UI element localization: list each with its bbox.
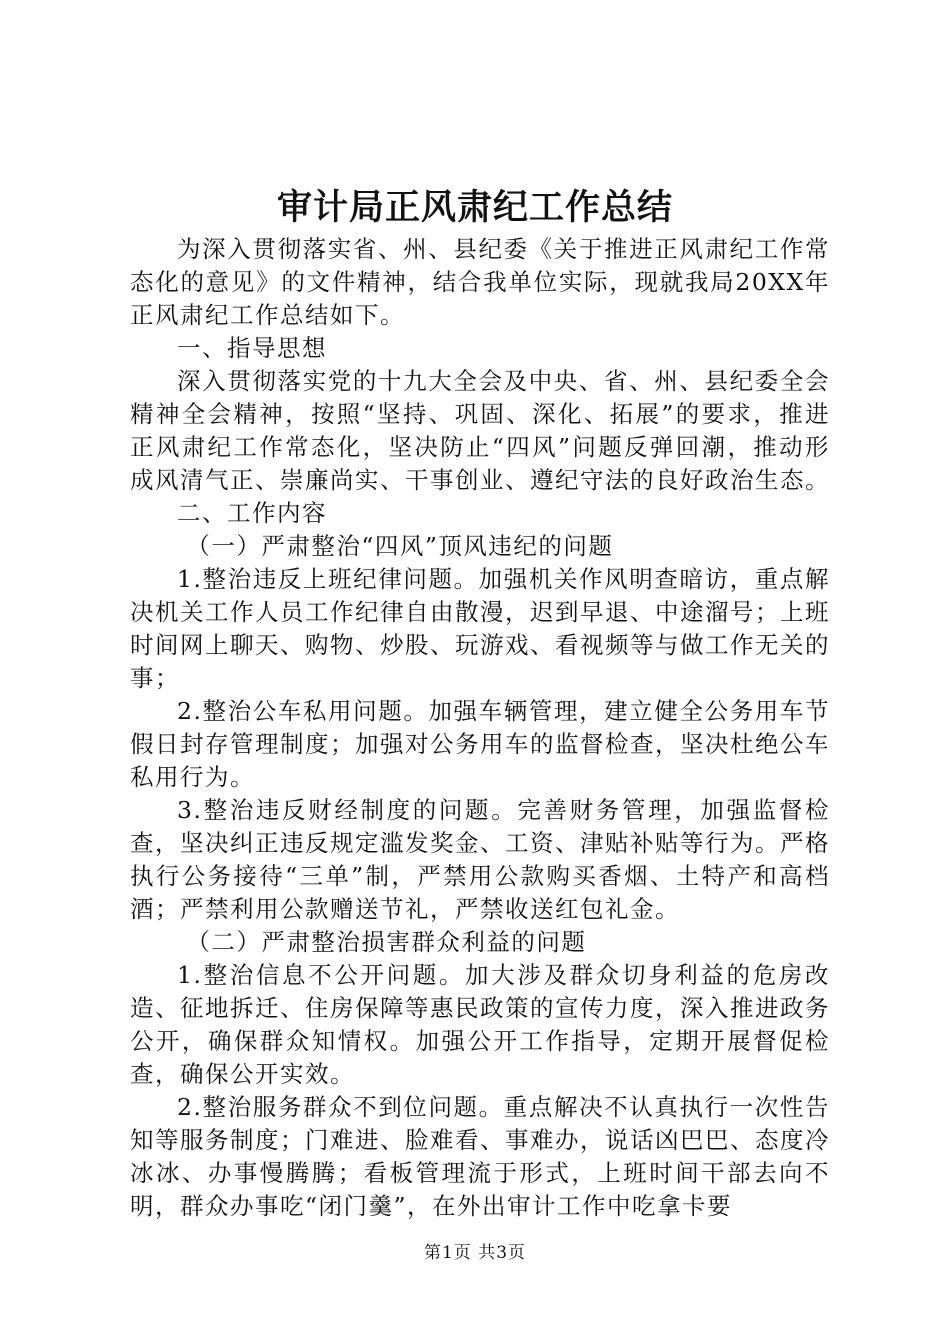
item-public-service: 2.整治服务群众不到位问题。重点解决不认真执行一次性告知等服务制度；门难进、脸难看、事难办，说话凶巴巴、态度冷冰冰、办事慢腾腾；看板管理流于形式，上班时间干部去向不明，群众办事吃“闭门羹”，在外出审计工作中吃拿卡要	[130, 1093, 830, 1220]
guiding-ideology-paragraph: 深入贯彻落实党的十九大全会及中央、省、州、县纪委全会精神全会精神，按照“坚持、巩固、深化、拓展”的要求，推进正风肃纪工作常态化，坚决防止“四风”问题反弹回潮，推动形成风清气正、崇廉尚实、干事创业、遵纪守法的良好政治生态。	[130, 367, 830, 494]
section-heading-guiding-ideology: 一、指导思想	[177, 334, 327, 362]
subsection-heading-four-winds: （一）严肃整治“四风”顶风违纪的问题	[186, 532, 614, 560]
item-financial-rules: 3.整治违反财经制度的问题。完善财务管理，加强监督检查，坚决纠正违反规定滥发奖金、工资、津贴补贴等行为。严格执行公务接待“三单”制，严禁用公款购买香烟、土特产和高档酒；严禁利用公款赠送节礼，严禁收送红包礼金。	[130, 796, 830, 923]
document-body	[130, 233, 830, 1223]
item-information-disclosure: 1.整治信息不公开问题。加大涉及群众切身利益的危房改造、征地拆迁、住房保障等惠民政策的宣传力度，深入推进政务公开，确保群众知情权。加强公开工作指导，定期开展督促检查，确保公开实效。	[130, 961, 830, 1088]
section-heading-work-content: 二、工作内容	[177, 499, 327, 527]
item-public-vehicles: 2.整治公车私用问题。加强车辆管理，建立健全公务用车节假日封存管理制度；加强对公务用车的监督检查，坚决杜绝公车私用行为。	[130, 697, 830, 791]
intro-paragraph: 为深入贯彻落实省、州、县纪委《关于推进正风肃纪工作常态化的意见》的文件精神，结合我单位实际，现就我局20XX年正风肃纪工作总结如下。	[130, 235, 830, 329]
item-work-discipline: 1.整治违反上班纪律问题。加强机关作风明查暗访，重点解决机关工作人员工作纪律自由散漫，迟到早退、中途溜号；上班时间网上聊天、购物、炒股、玩游戏、看视频等与做工作无关的事；	[130, 565, 830, 692]
subsection-heading-public-interest: （二）严肃整治损害群众利益的问题	[186, 928, 587, 956]
page-footer: 第1页 共3页	[423, 1243, 527, 1263]
page-title: 审计局正风肃纪工作总结	[276, 187, 673, 228]
